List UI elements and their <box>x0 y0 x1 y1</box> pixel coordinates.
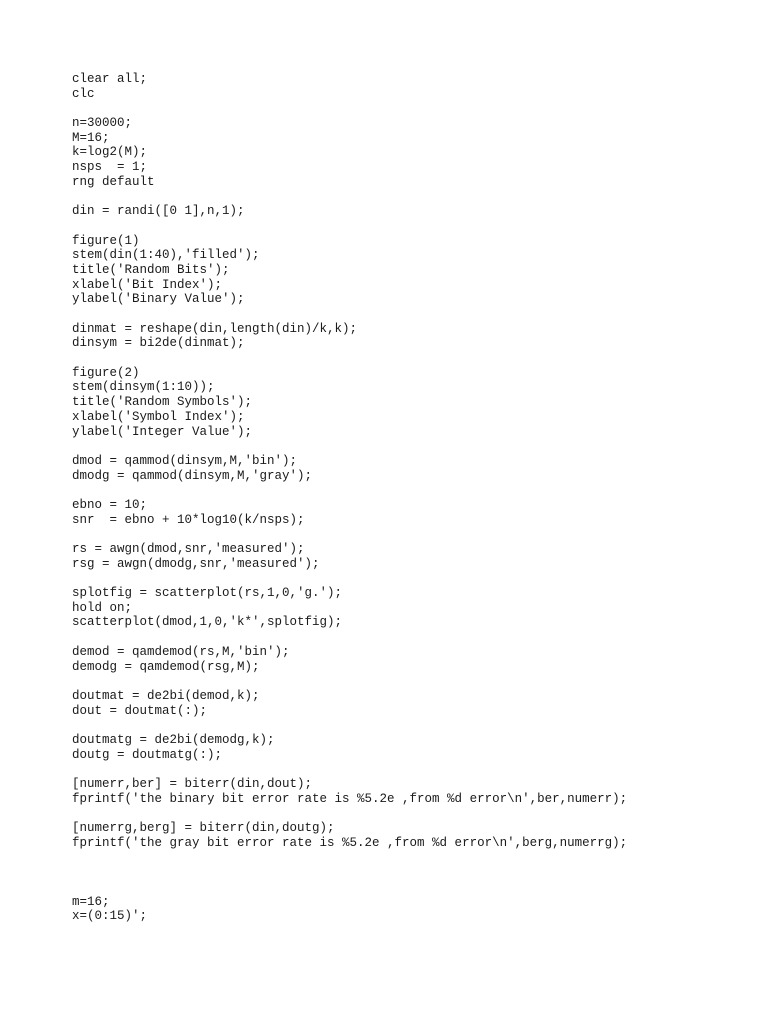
code-line: x=(0:15)'; <box>72 909 148 924</box>
blank-line <box>72 674 627 689</box>
code-line: xlabel('Bit Index'); <box>72 277 223 292</box>
code-line: rsg = awgn(dmodg,snr,'measured'); <box>72 556 320 571</box>
blank-line <box>72 219 627 234</box>
blank-line <box>72 806 627 821</box>
code-line: dmodg = qammod(dinsym,M,'gray'); <box>72 468 313 483</box>
code-line: din = randi([0 1],n,1); <box>72 204 245 219</box>
code-line: k=log2(M); <box>72 145 148 160</box>
code-line: figure(1) <box>72 233 140 248</box>
code-line: stem(dinsym(1:10)); <box>72 380 215 395</box>
blank-line <box>72 850 627 865</box>
code-line: ylabel('Integer Value'); <box>72 424 253 439</box>
blank-line <box>72 630 627 645</box>
blank-line <box>72 718 627 733</box>
code-line: stem(din(1:40),'filled'); <box>72 248 260 263</box>
blank-line <box>72 527 627 542</box>
blank-line <box>72 351 627 366</box>
blank-line <box>72 880 627 895</box>
code-line: scatterplot(dmod,1,0,'k*',splotfig); <box>72 615 343 630</box>
blank-line <box>72 101 627 116</box>
code-line: fprintf('the gray bit error rate is %5.2e ,from %d error\n',berg,numerrg); <box>72 835 628 850</box>
code-line: doutmatg = de2bi(demodg,k); <box>72 732 275 747</box>
code-line: title('Random Bits'); <box>72 262 230 277</box>
code-line: splotfig = scatterplot(rs,1,0,'g.'); <box>72 586 343 601</box>
blank-line <box>72 483 627 498</box>
code-line: dmod = qammod(dinsym,M,'bin'); <box>72 453 298 468</box>
code-line: doutmat = de2bi(demod,k); <box>72 688 260 703</box>
code-line: rs = awgn(dmod,snr,'measured'); <box>72 542 305 556</box>
code-line: [numerr,ber] = biterr(din,dout); <box>72 777 313 791</box>
code-line: title('Random Symbols'); <box>72 395 253 410</box>
blank-line <box>72 762 627 777</box>
code-line: dinsym = bi2de(dinmat); <box>72 336 245 351</box>
code-line: ebno = 10; <box>72 497 148 512</box>
code-line: n=30000; <box>72 116 133 131</box>
code-line: clear all; <box>72 72 148 86</box>
blank-line <box>72 865 627 880</box>
code-line: xlabel('Symbol Index'); <box>72 409 245 424</box>
matlab-code-listing <box>72 72 627 924</box>
blank-line <box>72 571 627 586</box>
code-line: hold on; <box>72 600 133 615</box>
code-line: M=16; <box>72 130 110 145</box>
code-line: snr = ebno + 10*log10(k/nsps); <box>72 512 305 527</box>
code-line: rng default <box>72 174 155 189</box>
code-line: [numerrg,berg] = biterr(din,doutg); <box>72 821 335 836</box>
code-line: demod = qamdemod(rs,M,'bin'); <box>72 644 290 659</box>
code-line: dout = doutmat(:); <box>72 703 208 718</box>
code-line: figure(2) <box>72 365 140 380</box>
code-line: fprintf('the binary bit error rate is %5.2e ,from %d error\n',ber,numerr); <box>72 791 628 806</box>
code-line: demodg = qamdemod(rsg,M); <box>72 659 260 674</box>
blank-line <box>72 307 627 322</box>
code-line: dinmat = reshape(din,length(din)/k,k); <box>72 321 358 336</box>
code-line: doutg = doutmatg(:); <box>72 747 223 762</box>
code-line: clc <box>72 86 95 101</box>
code-line: ylabel('Binary Value'); <box>72 292 245 307</box>
code-line: nsps = 1; <box>72 160 148 175</box>
code-line: m=16; <box>72 894 110 909</box>
blank-line <box>72 190 627 205</box>
blank-line <box>72 439 627 454</box>
